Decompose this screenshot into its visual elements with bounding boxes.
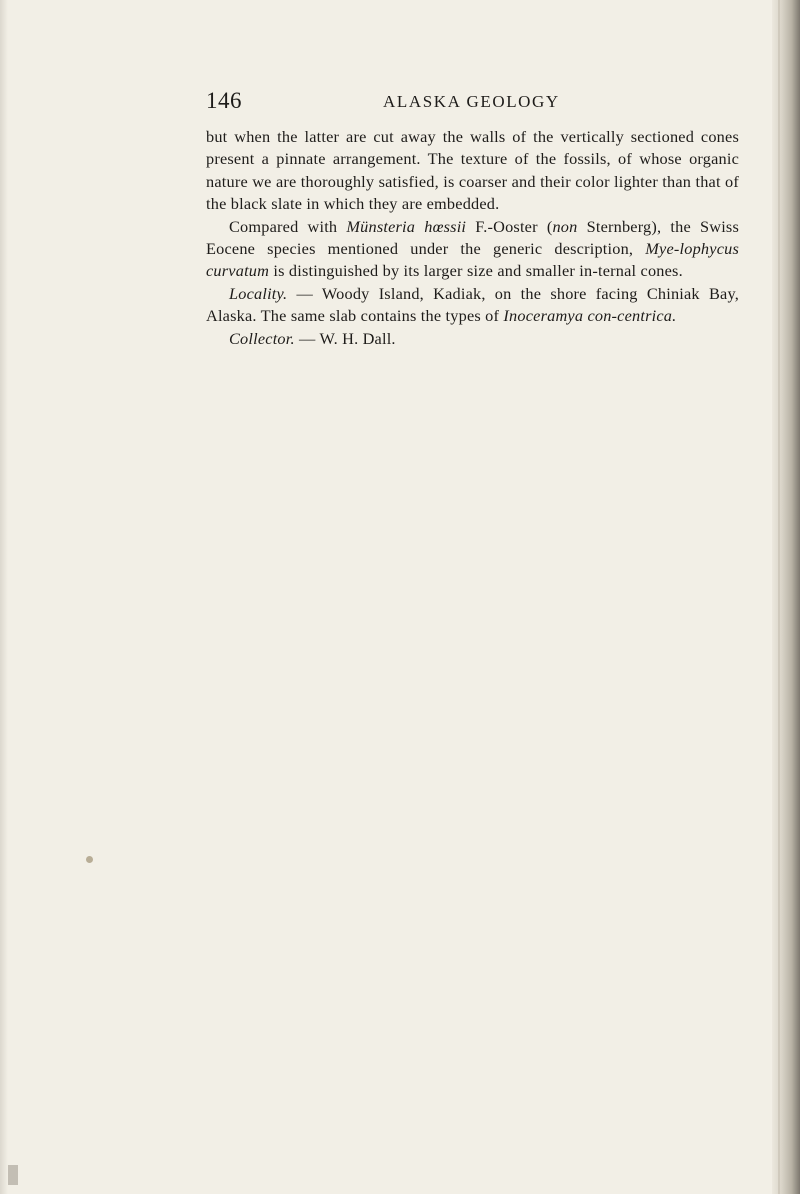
species-name: Mye-lophycus curvatum: [206, 239, 739, 281]
paragraph-text: F.-Ooster (: [466, 216, 553, 236]
paragraph-text: Compared with: [229, 216, 347, 236]
running-head: [206, 88, 746, 118]
paragraph-text: is distinguished by its larger size and smaller in-ternal cones.: [269, 261, 683, 281]
running-title: ALASKA GEOLOGY: [383, 92, 560, 111]
paragraph-text: but when the latter are cut away the walls of the vertically sectioned cones present a pinnate arrangement. The texture of the fossils, of whose organic nature we are thoroughly satisfied, is coarser and their color lighter than that of the black slate in which they are embedded.: [206, 127, 739, 214]
page-edge-line: [778, 0, 780, 1194]
collector-paragraph: [206, 328, 739, 350]
paper-speck: [86, 856, 93, 863]
species-name: Münsteria hœssii: [346, 216, 467, 236]
italic-term: non: [552, 216, 578, 236]
locality-label: Locality.: [229, 283, 288, 303]
paragraph: [206, 126, 739, 216]
body-text: [206, 126, 739, 350]
page-gutter: [0, 0, 8, 1194]
locality-paragraph: [206, 283, 739, 328]
species-name: Inoceramya con-centrica.: [503, 306, 677, 326]
page-edge: [772, 0, 800, 1194]
page-number: 146: [206, 88, 242, 113]
paragraph-text: — Woody Island, Kadiak, on the shore facing Chiniak Bay, Alaska. The same slab contains the types of: [206, 283, 739, 326]
binding-mark: [8, 1165, 18, 1185]
paragraph-text: — W. H. Dall.: [294, 328, 396, 348]
paragraph: [206, 216, 739, 283]
collector-label: Collector.: [229, 328, 295, 348]
paragraph-text: Sternberg), the Swiss Eocene species mentioned under the generic description,: [206, 216, 739, 259]
